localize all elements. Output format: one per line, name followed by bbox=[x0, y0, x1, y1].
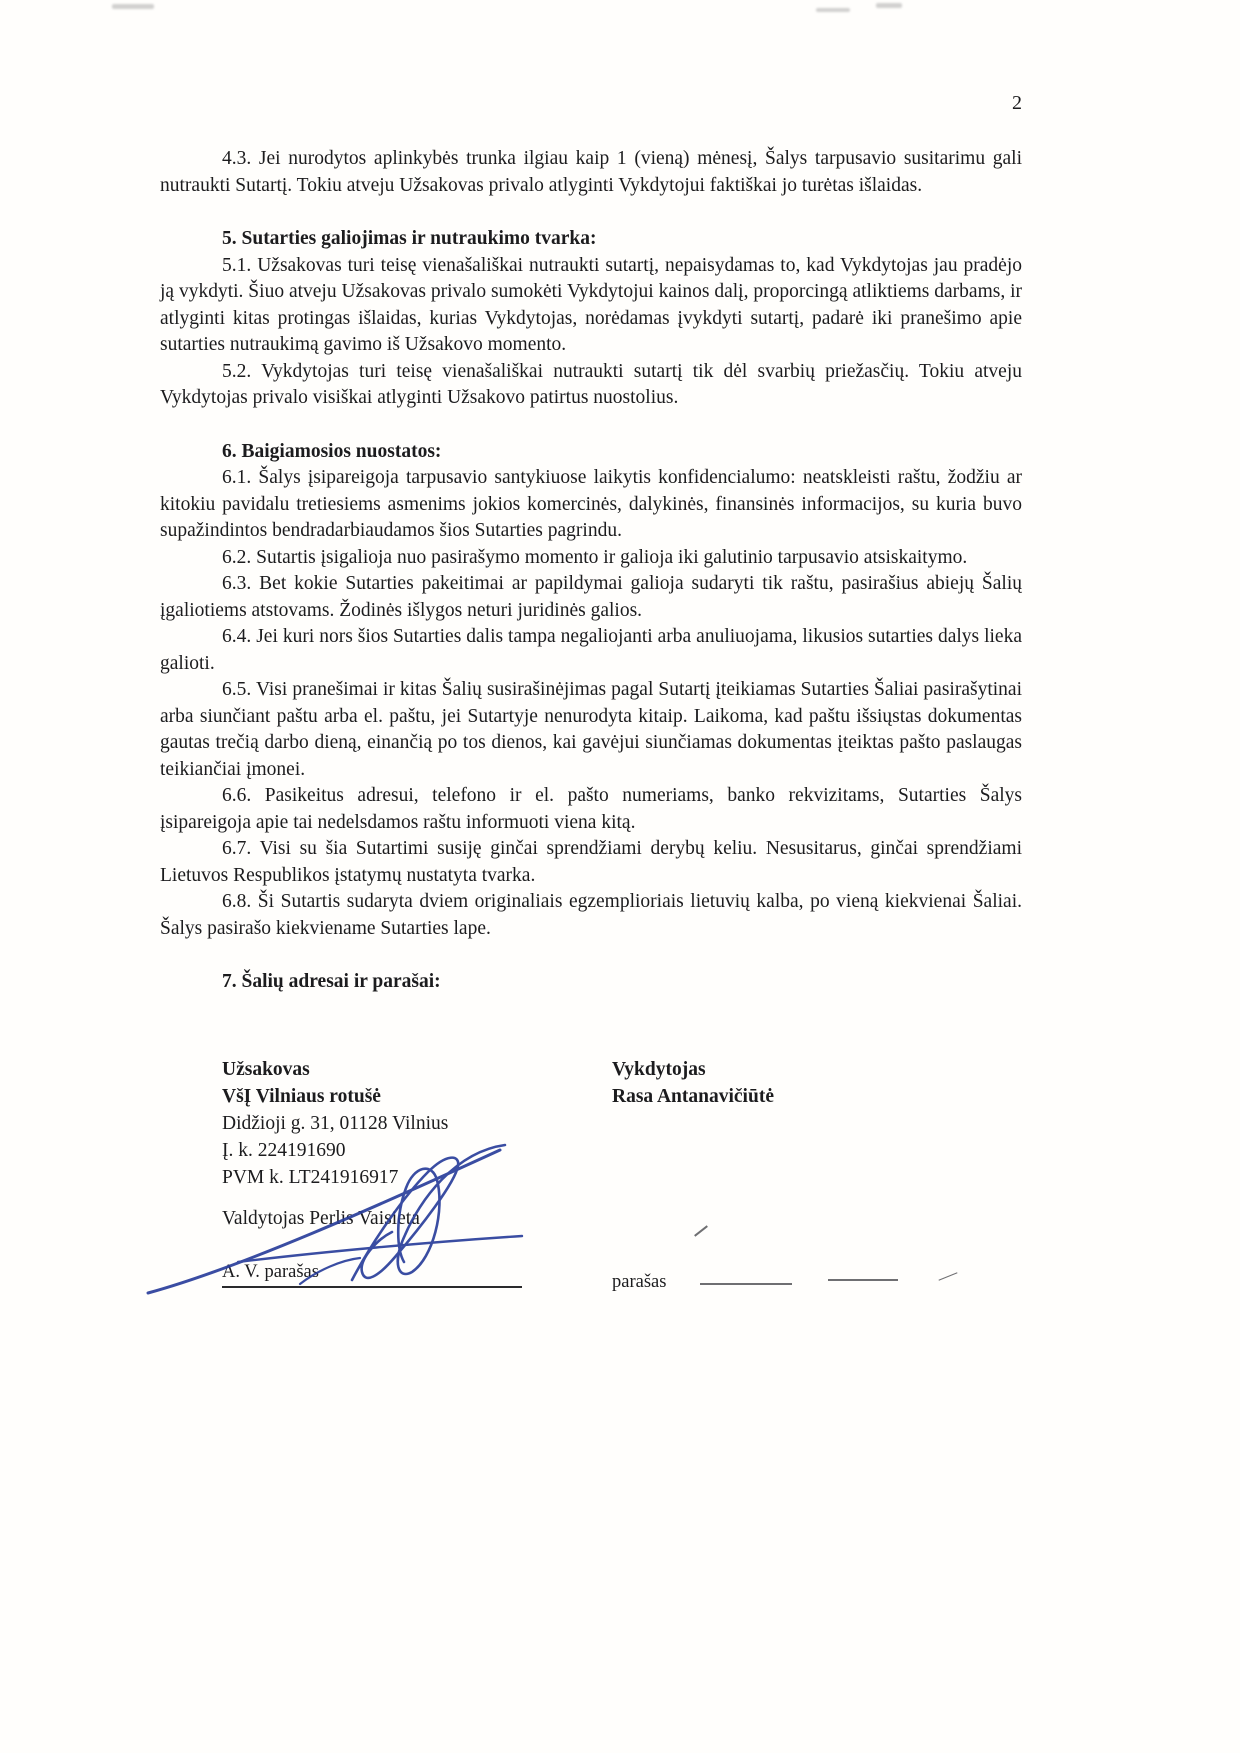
clause-5-1: 5.1. Užsakovas turi teisę vienašališkai nutraukti sutartį, nepaisydamas to, kad Vykdytojas jau pradėjo ją vykdyti. Šiuo atveju Užsakovas privalo sumokėti Vykdytojui kainos dalį, proporcingą atliktiems darbams, ir atlyginti kitas protingas išlaidas, kurias Vykdytojas, norėdamas įvykdyti sutartį, padarė iki pranešimo apie sutarties nutraukimą gavimo iš Užsakovo momento. bbox=[160, 254, 1022, 355]
paragraph-spacer bbox=[160, 412, 1022, 439]
clause-6-8: 6.8. Ši Sutartis sudaryta dviem originaliais egzemplioriais lietuvių kalba, po vieną kiekvienai Šaliai. Šalys pasirašo kiekviename Sutarties lape. bbox=[160, 891, 1022, 939]
uzsakovas-details-block bbox=[222, 1056, 448, 1191]
section-6-heading: 6. Baigiamosios nuostatos: bbox=[222, 440, 442, 462]
clause-6-6: 6.6. Pasikeitus adresui, telefono ir el. pašto numeriams, banko rekvizitams, Sutarties Šalys įsipareigoja apie tai nedelsdamos raštu informuoti viena kitą. bbox=[160, 785, 1022, 833]
uzsakovas-organization: VšĮ Vilniaus rotušė bbox=[222, 1086, 381, 1107]
vykdytojas-role: Vykdytojas bbox=[612, 1059, 706, 1080]
clause-6-7: 6.7. Visi su šia Sutartimi susiję ginčai sprendžiami derybų keliu. Nesusitarus, ginčai sprendžiami Lietuvos Respublikos įstatymų nustatyta tvarka. bbox=[160, 838, 1022, 886]
contract-body bbox=[160, 146, 1022, 996]
vykdytojas-name: Rasa Antanavičiūtė bbox=[612, 1086, 774, 1107]
clause-6-1: 6.1. Šalys įsipareigoja tarpusavio santykiuose laikytis konfidencialumo: neatskleisti raštu, žodžiu ar kitokiu pavidalu tretiesiems asmenims jokios komercinės, dalykinės, finansinės informacijos, su kuria buvo supažindintos bendradarbiaudamos šios Sutarties pagrindu. bbox=[160, 467, 1022, 541]
clause-6-4: 6.4. Jei kuri nors šios Sutarties dalis tampa negaliojanti arba anuliuojama, likusios sutarties dalys lieka galioti. bbox=[160, 626, 1022, 674]
clause-6-5: 6.5. Visi pranešimai ir kitas Šalių susirašinėjimas pagal Sutartį įteikiamas Sutarties Šaliai pasirašytinai arba siunčiant paštu arba el. paštu, jei Sutartyje nenurodyta kitaip. Laikoma, kad paštu išsiųstas dokumentas gautas trečią darbo dieną, einančią po tos dienos, kai gavėjui siunčiamas dokumentas įteiktas pašto paslaugas teikiančiai įmonei. bbox=[160, 679, 1022, 780]
clause-6-3: 6.3. Bet kokie Sutarties pakeitimai ar papildymai galioja sudaryti tik raštu, pasirašius abiejų Šalių įgaliotiems atstovams. Žodinės išlygos neturi juridinės galios. bbox=[160, 573, 1022, 621]
paragraph-spacer bbox=[160, 942, 1022, 969]
vykdytojas-signature-line-segment bbox=[828, 1279, 898, 1281]
uzsakovas-vat-code: PVM k. LT241916917 bbox=[222, 1167, 399, 1188]
uzsakovas-address: Didžioji g. 31, 01128 Vilnius bbox=[222, 1113, 449, 1134]
section-5-heading: 5. Sutarties galiojimas ir nutraukimo tvarka: bbox=[222, 228, 597, 249]
uzsakovas-signature-label: A. V. parašas bbox=[222, 1262, 319, 1282]
section-7-heading: 7. Šalių adresai ir parašai: bbox=[222, 971, 441, 992]
vykdytojas-signature-label: parašas bbox=[612, 1272, 667, 1292]
signature-stray-mark bbox=[939, 1272, 958, 1280]
paragraph-spacer bbox=[160, 199, 1022, 226]
uzsakovas-role: Užsakovas bbox=[222, 1059, 310, 1080]
clause-5-2: 5.2. Vykdytojas turi teisę vienašališkai nutraukti sutartį tik dėl svarbių priežasčių. Tokiu atveju Vykdytojas privalo visiškai atlyginti Užsakovo patirtus nuostolius. bbox=[160, 360, 1022, 408]
page-number: 2 bbox=[1012, 92, 1022, 114]
clause-4-3: 4.3. Jei nurodytos aplinkybės trunka ilgiau kaip 1 (vieną) mėnesį, Šalys tarpusavio susitarimu gali nutraukti Sutartį. Tokiu atveju Užsakovas privalo atlyginti Vykdytojui faktiškai jo turėtas išlaidas. bbox=[160, 148, 1022, 196]
uzsakovas-signatory: Valdytojas Perlis Vaisieta bbox=[222, 1208, 420, 1229]
scan-artifact bbox=[112, 4, 154, 9]
scan-artifact bbox=[876, 3, 902, 8]
scan-artifact bbox=[816, 8, 850, 12]
vykdytojas-signature-line-segment bbox=[700, 1283, 792, 1285]
uzsakovas-signature-line bbox=[222, 1262, 522, 1288]
signature-stray-mark bbox=[694, 1225, 708, 1236]
vykdytojas-details-block bbox=[612, 1056, 774, 1110]
uzsakovas-company-code: Į. k. 224191690 bbox=[222, 1140, 346, 1161]
clause-6-2: 6.2. Sutartis įsigalioja nuo pasirašymo momento ir galioja iki galutinio tarpusavio atsiskaitymo. bbox=[222, 546, 968, 568]
